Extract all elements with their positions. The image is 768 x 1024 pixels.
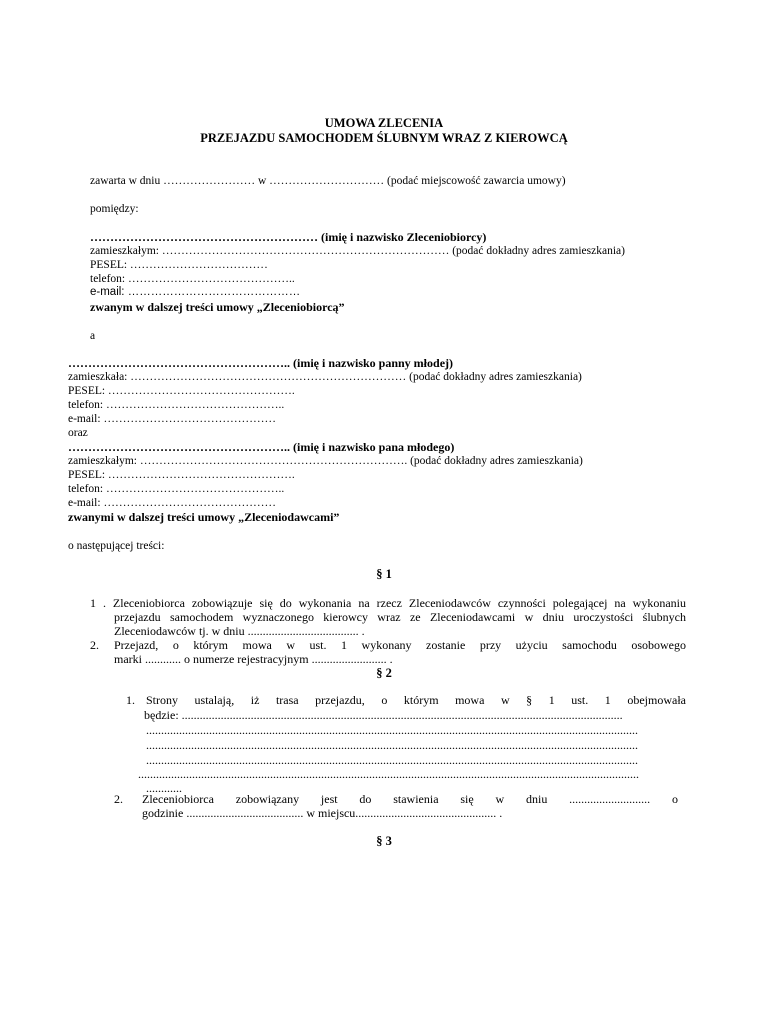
contractor-address-line: zamieszkałym: ………………………………………………………………… (podać dokładny adres zamieszkania) [90, 245, 625, 257]
document-title-line1: UMOWA ZLECENIA [324, 116, 444, 130]
section2-heading: § 2 [376, 666, 392, 680]
bride-address-line: zamieszkała: ……………………………………………………………… (podać dokładny adres zamieszkania) [68, 371, 582, 383]
section2-route-dots-line4: .................................................................................................................................................................... [146, 738, 638, 752]
section2-point2-number: 2. [114, 792, 123, 806]
section1-point1-line3: Zleceniodawców tj. w dniu ..................................... . [114, 624, 365, 638]
section1-point2-line1: Przejazd, o którym mowa w ust. 1 wykonany zostanie przy użyciu samochodu osobowego [114, 638, 686, 652]
contractor-phone-line: telefon: …………………………………….. [90, 273, 295, 285]
section2-point1-line1: Strony ustalają, iż trasa przejazdu, o którym mowa w § 1 ust. 1 obejmowała [146, 693, 686, 707]
between-label: pomiędzy: [90, 203, 139, 215]
bride-phone-line: telefon: ……………………………………….. [68, 399, 285, 411]
following-content-line: o następującej treści: [68, 540, 165, 552]
section2-route-dots-line3: .................................................................................................................................................................... [146, 723, 638, 737]
bride-name-line: ……………………………………………….. (imię i nazwisko panny młodej) [68, 356, 454, 370]
groom-email-line: e-mail: ……………………………………… [68, 497, 276, 509]
section2-route-dots-line6: ....................................................................................................................................................................... [138, 767, 639, 781]
groom-address-line: zamieszkałym: ……………………………………………………………. (podać dokładny adres zamieszkania) [68, 455, 583, 467]
groom-phone-line: telefon: ……………………………………….. [68, 483, 285, 495]
section2-point2-line2: godzinie ....................................... w miejscu............................................... . [142, 806, 503, 820]
section3-heading: § 3 [376, 834, 392, 848]
section2-point1-number: 1. [126, 693, 135, 707]
section1-point1-line2: przejazdu samochodem wyznaczonego kierowcy wraz ze Zleceniodawcami w dniu uroczystości ślubnych [114, 610, 686, 624]
section1-point1-line1: 1 . Zleceniobiorca zobowiązuje się do wykonania na rzecz Zleceniodawców czynności polegającej na wykonaniu [90, 596, 686, 610]
section2-point2-line1: Zleceniobiorca zobowiązany jest do stawienia się w dniu ........................... o [142, 792, 678, 806]
contractor-called-line: zwanym w dalszej treści umowy „Zleceniobiorcą” [90, 300, 345, 314]
groom-pesel-line: PESEL: …………………………………………. [68, 469, 295, 481]
contractor-name-line: ………………………………………………… (imię i nazwisko Zleceniobiorcy) [90, 230, 487, 244]
section1-heading: § 1 [376, 567, 392, 581]
section2-route-dots-line7: ............ [146, 781, 182, 795]
bride-email-line: e-mail: ……………………………………… [68, 413, 276, 425]
document-title-line2: PRZEJAZDU SAMOCHODEM ŚLUBNYM WRAZ Z KIEROWCĄ [200, 131, 568, 145]
contractor-email-line: e-mail: ……………………………………… [90, 286, 301, 298]
section2-point1-line2: będzie: ................................................................................................................................................... [144, 708, 623, 722]
contractor-pesel-line: PESEL: ……………………………… [90, 259, 268, 271]
section1-point2-line2: marki ............ o numerze rejestracyjnym ......................... . [114, 652, 393, 666]
section2-route-dots-line5: .................................................................................................................................................................... [146, 753, 638, 767]
oraz-word: oraz [68, 427, 88, 439]
and-word: a [90, 330, 96, 342]
clients-called-line: zwanymi w dalszej treści umowy „Zleceniodawcami” [68, 510, 340, 524]
date-place-line: zawarta w dniu …………………… w ………………………… (podać miejscowość zawarcia umowy) [90, 175, 566, 187]
section1-point2-number: 2. [90, 638, 99, 652]
bride-pesel-line: PESEL: …………………………………………. [68, 385, 295, 397]
groom-name-line: ……………………………………………….. (imię i nazwisko pana młodego) [68, 440, 455, 454]
